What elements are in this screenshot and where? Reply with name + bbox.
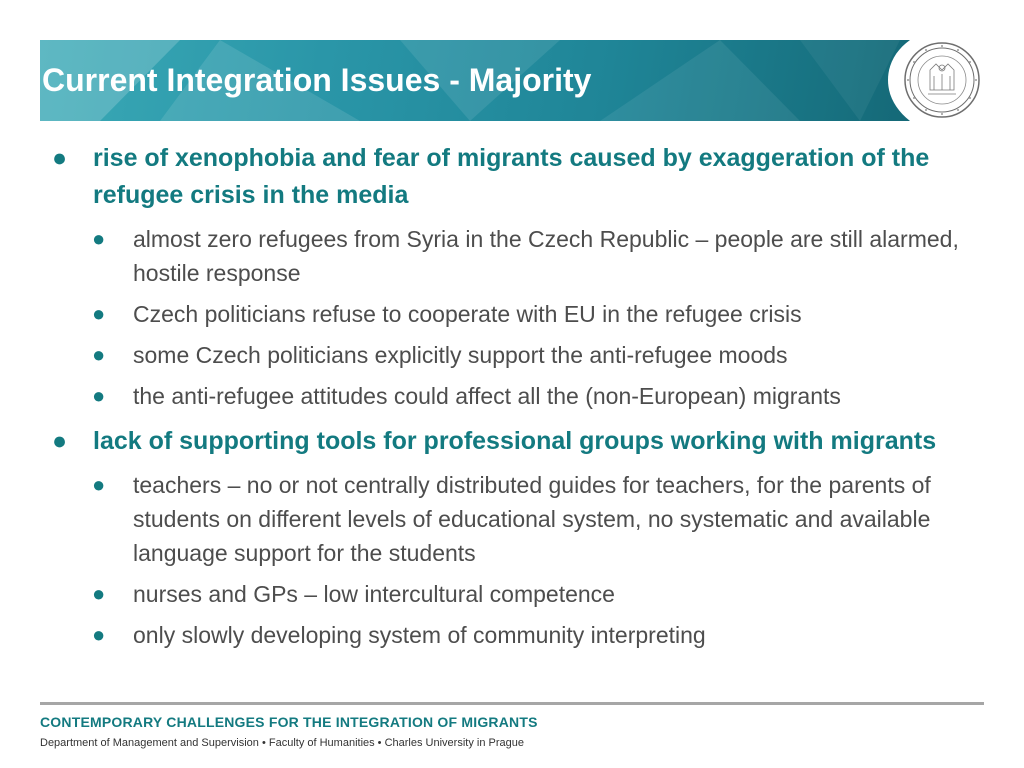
bullet-dot-icon: ● [92, 342, 106, 367]
sub-bullet [40, 577, 984, 611]
sub-bullet [40, 468, 984, 570]
bullet-dot-icon: ● [92, 383, 106, 408]
bullet-main [40, 423, 984, 460]
bullet-dot-icon: ● [52, 144, 68, 172]
bullet-dot-icon: ● [92, 581, 106, 606]
bullet-text: lack of supporting tools for professional groups working with migrants [93, 427, 937, 455]
slide-title: Current Integration Issues - Majority [42, 62, 592, 98]
university-seal-icon [888, 40, 984, 121]
bullet-dot-icon: ● [92, 472, 106, 497]
sub-bullet [40, 338, 984, 372]
sub-bullet-text: teachers – no or not centrally distributed guides for teachers, for the parents of students on different levels of educational system, no systematic and available language support for the students [133, 472, 931, 566]
footer-subtitle: Department of Management and Supervision • Faculty of Humanities • Charles University in Prague [40, 737, 524, 749]
slide-content [40, 140, 984, 662]
sub-bullet-text: almost zero refugees from Syria in the Czech Republic – people are still alarmed, hostile response [133, 226, 959, 286]
sub-bullet-text: the anti-refugee attitudes could affect all the (non-European) migrants [133, 383, 841, 409]
footer-title: CONTEMPORARY CHALLENGES FOR THE INTEGRATION OF MIGRANTS [40, 714, 538, 730]
footer-divider [40, 702, 984, 705]
sub-bullet [40, 297, 984, 331]
bullet-dot-icon: ● [92, 301, 106, 326]
bullet-main [40, 140, 984, 214]
sub-bullet [40, 379, 984, 413]
bullet-dot-icon: ● [52, 427, 68, 455]
bullet-text: rise of xenophobia and fear of migrants caused by exaggeration of the refugee crisis in the media [93, 144, 930, 209]
sub-bullet-text: Czech politicians refuse to cooperate with EU in the refugee crisis [133, 301, 802, 327]
sub-bullet-list [40, 468, 984, 652]
sub-bullet [40, 618, 984, 652]
sub-bullet [40, 222, 984, 290]
sub-bullet-text: some Czech politicians explicitly support the anti-refugee moods [133, 342, 788, 368]
bullet-dot-icon: ● [92, 226, 106, 251]
sub-bullet-text: nurses and GPs – low intercultural competence [133, 581, 615, 607]
bullet-dot-icon: ● [92, 622, 106, 647]
sub-bullet-list [40, 222, 984, 413]
sub-bullet-text: only slowly developing system of community interpreting [133, 622, 706, 648]
